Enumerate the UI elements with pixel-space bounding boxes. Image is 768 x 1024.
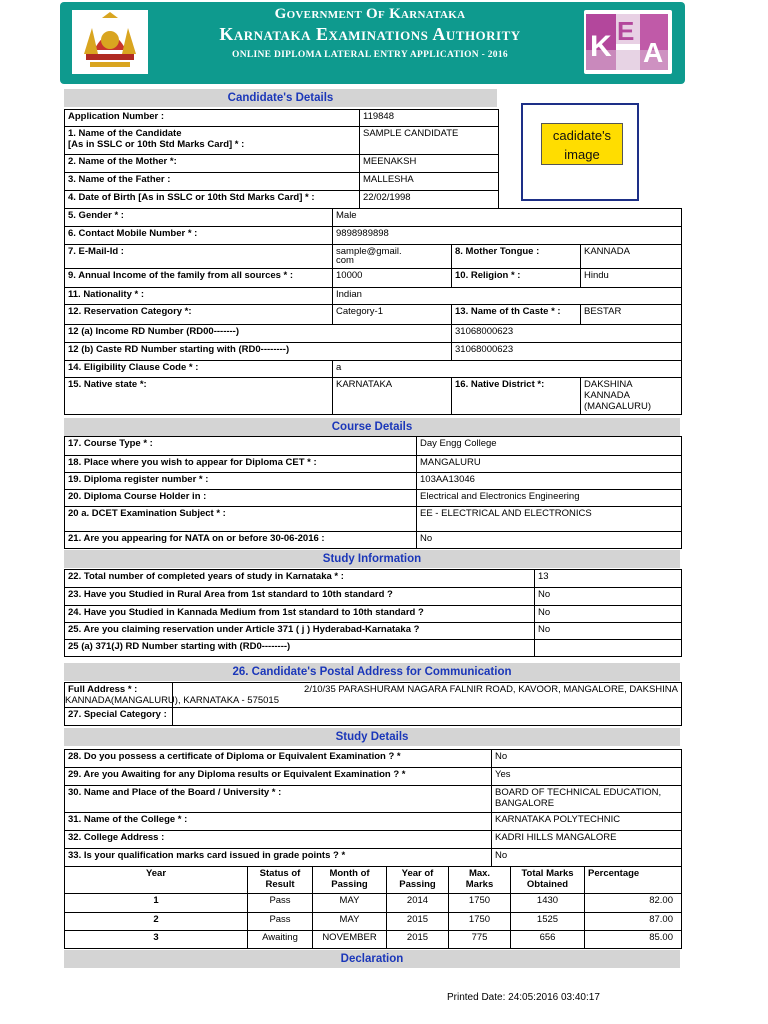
government-title: Government Of Karnataka [274,6,466,22]
value-native-district-line2: KANNADA [584,390,630,401]
label-dcet-subject: 20 a. DCET Examination Subject * : [65,507,417,532]
cell-year: 3 [65,931,248,949]
label-course-holder: 20. Diploma Course Holder in : [65,490,417,507]
value-email-line1: sample@gmail. [336,246,402,257]
section-course-details: Course Details [64,418,680,436]
label-awaiting-results: 29. Are you Awaiting for any Diploma results or Equivalent Examination ? * [65,768,492,786]
header-max-marks [449,867,511,894]
value-kannada-medium: No [535,606,682,623]
label-rural-area: 23. Have you Studied in Rural Area from 1st standard to 10th standard ? [65,588,535,606]
label-college-address: 32. College Address : [65,831,492,849]
value-date-of-birth: 22/02/1998 [360,191,499,209]
cell-status: Pass [248,913,313,931]
cell-status: Pass [248,894,313,913]
kea-logo [584,10,672,74]
cell-year-passing: 2015 [387,913,449,931]
table-row [65,913,682,931]
value-full-address-line2: KANNADA(MANGALURU), KARNATAKA - 575015 [65,695,279,706]
label-religion: 10. Religion * : [452,269,581,288]
section-study-details: Study Details [64,728,680,746]
candidate-table-bottom [64,208,682,415]
candidate-photo-frame [521,103,639,201]
value-application-number: 119848 [360,110,499,127]
label-eligibility-clause: 14. Eligibility Clause Code * : [65,361,333,378]
value-full-address-line1: 2/10/35 PARASHURAM NAGARA FALNIR ROAD, KAVOOR, MANGALORE, DAKSHINA [304,684,678,695]
value-course-type: Day Engg College [417,437,682,456]
photo-line1: cadidate's [552,128,612,143]
postal-table [64,682,682,726]
kea-logo-letter-e: E [617,16,635,46]
value-article-371: No [535,623,682,640]
value-native-district-line1: DAKSHINA [584,379,633,390]
label-board-university: 30. Name and Place of the Board / University * : [65,786,492,813]
value-course-holder: Electrical and Electronics Engineering [417,490,682,507]
cell-year-passing: 2014 [387,894,449,913]
section-declaration: Declaration [64,950,680,968]
label-diploma-certificate: 28. Do you possess a certificate of Diploma or Equivalent Examination ? * [65,750,492,768]
cell-max-marks: 775 [449,931,511,949]
value-gender: Male [333,209,682,227]
cell-max-marks: 1750 [449,894,511,913]
value-native-district [581,378,682,415]
label-article-371: 25. Are you claiming reservation under Article 371 ( j ) Hyderabad-Karnataka ? [65,623,535,640]
header-status-line1: Status of [259,868,301,879]
cell-total-marks: 1430 [511,894,585,913]
header-percentage [585,867,682,894]
header-month-line2: Passing [331,879,368,890]
application-subtitle: ONLINE DIPLOMA LATERAL ENTRY APPLICATION - 2016 [232,50,508,60]
header-max-line1: Max. [468,868,491,879]
label-income-rd: 12 (a) Income RD Number (RD00-------) [65,325,452,343]
cell-percentage: 87.00 [585,913,682,931]
label-reservation-category: 12. Reservation Category *: [65,305,333,325]
value-email [333,245,452,269]
label-candidate-name [65,127,360,155]
value-college-address: KADRI HILLS MANGALORE [492,831,682,849]
label-father-name: 3. Name of the Father : [65,173,360,191]
cell-total-marks: 1525 [511,913,585,931]
karnataka-emblem-icon [72,10,148,74]
section-postal-address: 26. Candidate's Postal Address for Communication [64,663,680,681]
label-mobile: 6. Contact Mobile Number * : [65,227,333,245]
section-study-information: Study Information [64,550,680,568]
value-mobile: 9898989898 [333,227,682,245]
photo-line2: image [564,147,600,162]
label-371j-rd: 25 (a) 371(J) RD Number starting with (RD0--------) [65,640,535,657]
label-mother-name: 2. Name of the Mother *: [65,155,360,173]
label-caste-name: 13. Name of th Caste * : [452,305,581,325]
value-native-state: KARNATAKA [333,378,452,415]
value-mother-name: MEENAKSH [360,155,499,173]
value-awaiting-results: Yes [492,768,682,786]
cell-year-passing: 2015 [387,931,449,949]
cell-percentage: 82.00 [585,894,682,913]
value-rural-area: No [535,588,682,606]
study-details-table [64,749,682,867]
header-month-line1: Month of [329,868,370,879]
cell-year: 1 [65,894,248,913]
value-board-line1: BOARD OF TECHNICAL EDUCATION, [495,787,662,798]
cell-max-marks: 1750 [449,913,511,931]
marks-table [64,866,682,949]
value-native-district-line3: (MANGALURU) [584,401,652,412]
label-college-name: 31. Name of the College * : [65,813,492,831]
label-nata: 21. Are you appearing for NATA on or before 30-06-2016 : [65,532,417,549]
table-row [65,931,682,949]
value-diploma-certificate: No [492,750,682,768]
value-years-study: 13 [535,570,682,588]
label-email: 7. E-Mail-Id : [65,245,333,269]
value-caste-rd: 31068000623 [452,343,682,361]
label-kannada-medium: 24. Have you Studied in Kannada Medium from 1st standard to 10th standard ? [65,606,535,623]
value-special-category [173,708,682,726]
header-status-line2: Result [265,879,295,890]
cell-year: 2 [65,913,248,931]
label-nationality: 11. Nationality * : [65,288,333,305]
header-year-passing-line2: Passing [399,879,436,890]
value-mother-tongue: KANNADA [581,245,682,269]
label-candidate-name-line2: [As in SSLC or 10th Std Marks Card] * : [68,139,245,150]
value-nata: No [417,532,682,549]
value-religion: Hindu [581,269,682,288]
value-371j-rd [535,640,682,657]
study-info-table [64,569,682,657]
value-college-name: KARNATAKA POLYTECHNIC [492,813,682,831]
authority-title: Karnataka Examinations Authority [219,24,521,44]
header-year-passing-line1: Year of [401,868,434,879]
label-grade-points: 33. Is your qualification marks card issued in grade points ? * [65,849,492,867]
header-titles [160,6,580,60]
label-mother-tongue: 8. Mother Tongue : [452,245,581,269]
header-total-marks [511,867,585,894]
header-max-line2: Marks [465,879,494,890]
label-special-category: 27. Special Category : [65,708,173,726]
cell-total-marks: 656 [511,931,585,949]
value-father-name: MALLESHA [360,173,499,191]
label-gender: 5. Gender * : [65,209,333,227]
value-cet-place: MANGALURU [417,456,682,473]
label-candidate-name-line1: 1. Name of the Candidate [68,128,182,139]
value-income-rd: 31068000623 [452,325,682,343]
value-dcet-subject: EE - ELECTRICAL AND ELECTRONICS [417,507,682,532]
label-native-district: 16. Native District *: [452,378,581,415]
label-application-number: Application Number : [65,110,360,127]
kea-logo-letter-k: K [590,30,612,63]
label-cet-place: 18. Place where you wish to appear for Diploma CET * : [65,456,417,473]
value-email-line2: com [336,255,354,266]
marks-header-row [65,867,682,894]
printed-date: Printed Date: 24:05:2016 03:40:17 [447,992,600,1003]
label-years-study: 22. Total number of completed years of study in Karnataka * : [65,570,535,588]
value-reservation-category: Category-1 [333,305,452,325]
value-grade-points: No [492,849,682,867]
header-total-line2: Obtained [526,879,569,890]
value-board-university [492,786,682,813]
value-annual-income: 10000 [333,269,452,288]
kea-logo-letter-a: A [643,37,664,68]
label-date-of-birth: 4. Date of Birth [As in SSLC or 10th Std Marks Card] * : [65,191,360,209]
header-status [248,867,313,894]
candidate-image-placeholder [541,123,623,165]
cell-month: MAY [313,913,387,931]
value-board-line2: BANGALORE [495,798,555,809]
label-native-state: 15. Native state *: [65,378,333,415]
header-percentage-text: Percentage [588,868,640,879]
value-nationality: Indian [333,288,682,305]
course-table [64,436,682,549]
label-caste-rd: 12 (b) Caste RD Number starting with (RD0--------) [65,343,452,361]
value-eligibility-clause: a [333,361,682,378]
header-year-passing [387,867,449,894]
section-candidate-details: Candidate's Details [64,89,497,107]
header-year [65,867,248,894]
cell-month: NOVEMBER [313,931,387,949]
cell-percentage: 85.00 [585,931,682,949]
header-banner [60,2,685,84]
label-diploma-regno: 19. Diploma register number * : [65,473,417,490]
cell-month: MAY [313,894,387,913]
header-month [313,867,387,894]
table-row [65,894,682,913]
value-diploma-regno: 103AA13046 [417,473,682,490]
value-candidate-name: SAMPLE CANDIDATE [360,127,499,155]
cell-status: Awaiting [248,931,313,949]
label-course-type: 17. Course Type * : [65,437,417,456]
label-full-address: Full Address * : [65,683,173,708]
value-caste-name: BESTAR [581,305,682,325]
header-total-line1: Total Marks [521,868,574,879]
label-annual-income: 9. Annual Income of the family from all sources * : [65,269,333,288]
header-year-text: Year [145,868,167,879]
candidate-table-top [64,109,499,209]
